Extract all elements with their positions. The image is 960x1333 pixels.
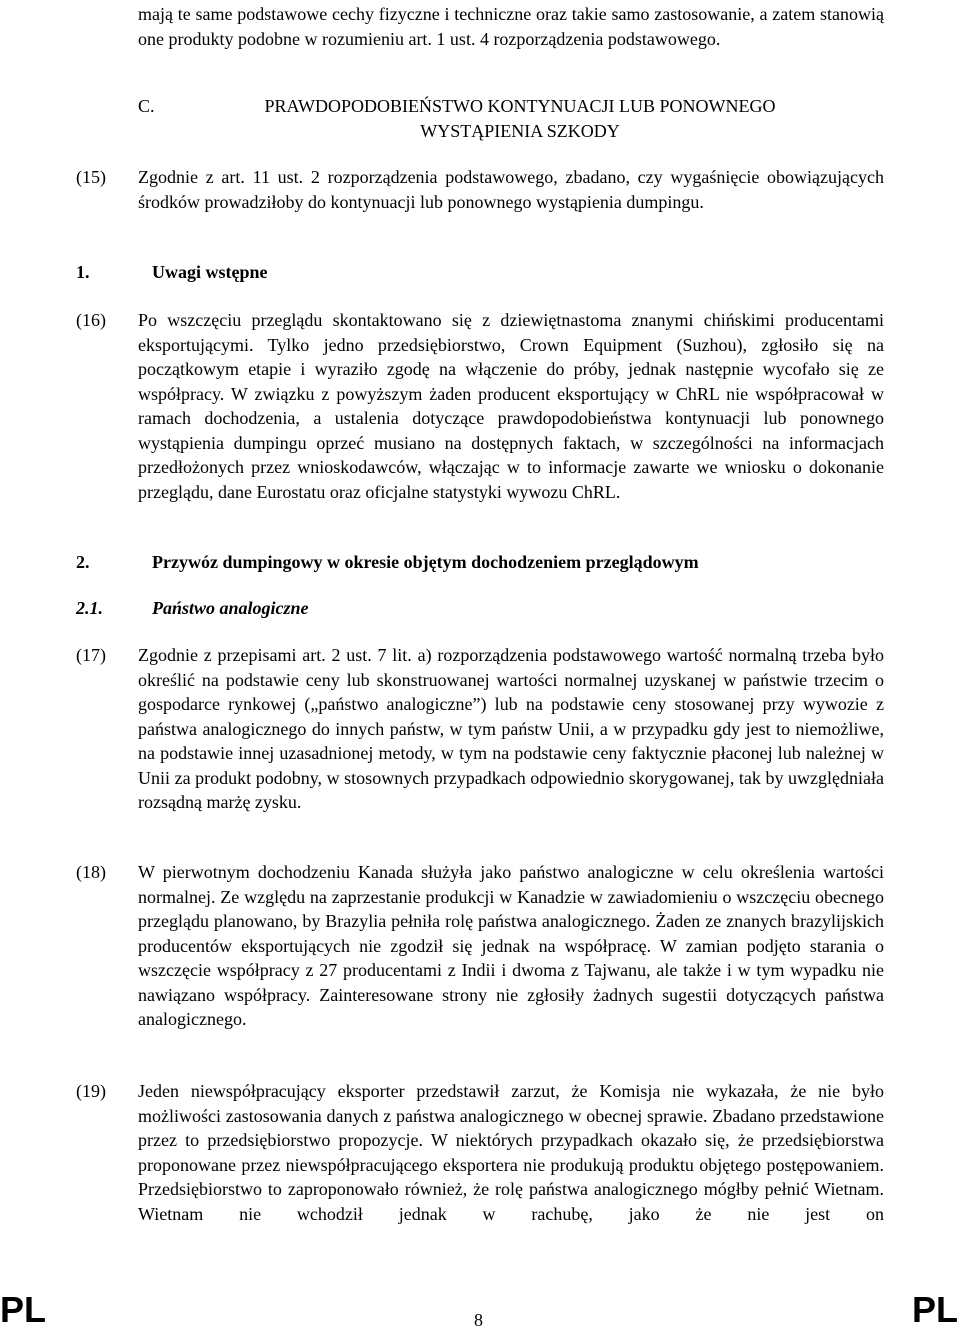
paragraph-18-text: W pierwotnym dochodzeniu Kanada służyła jako państwo analogiczne w celu określenia wartości normalnej. Ze względu na zaprzestanie produkcji w Kanadzie w zawiadomieniu o wszczęciu obecnego przeglądu planowano, by Brazylia pełniła rolę państwa analogicznego. Żaden ze znanych brazylijskich producentów eksportujących nie zgodził się jednak na współpracę. W zamian podjęto starania o wszczęcie współpracy z 27 producentami z Indii i dwoma z Tajwanu, ale także i w tym wypadku nie nawiązano współpracy. Zainteresowane strony nie zgłosiły żadnych sugestii dotyczących państwa analogicznego. — [138, 862, 884, 1029]
intro-continuation-text: mają te same podstawowe cechy fizyczne i techniczne oraz takie samo zastosowanie, a zatem stanowią one produkty podobne w rozumieniu art. 1 ust. 4 rozporządzenia podstawowego. — [138, 4, 884, 49]
paragraph-16-text: Po wszczęciu przeglądu skontaktowano się z dziewiętnastoma znanymi chińskimi producentami eksportującymi. Tylko jedno przedsiębiorstwo, Crown Equipment (Suzhou), zgłosiło się na początkowym etapie i wyraziło zgodę na włączenie do próby, jednak następnie wycofało się ze współpracy. W związku z powyższym żaden producent eksportujący w ChRL nie współpracował w ramach dochodzenia, a ustalenia dotyczące prawdopodobieństwa kontynuacji lub ponownego wystąpienia dumpingu oprzeć musiano na dostępnych faktach, w szczególności na informacjach przedłożonych przez wnioskodawców, włączając w to informacje zawarte we wniosku o dokonanie przeglądu, dane Eurostatu oraz oficjalne statystyki wywozu ChRL. — [138, 310, 884, 502]
paragraph-17-number: (17) — [76, 645, 106, 665]
section-c-label: C. — [138, 96, 155, 116]
section-1-number: 1. — [76, 262, 90, 282]
page-number: 8 — [474, 1310, 483, 1330]
paragraph-17-text: Zgodnie z przepisami art. 2 ust. 7 lit. a) rozporządzenia podstawowego wartość normalną trzeba było określić na podstawie ceny lub skonstruowanej wartości normalnej uzyskanej w państwie trzecim o gospodarce rynkowej („państwo analogiczne”) lub na podstawie ceny stosowanej przy wywozie z państwa analogicznego do innych państw, w tym państw Unii, a w przypadku gdy jest to niemożliwe, na podstawie innej uzasadnionej metody, w tym na podstawie ceny faktycznie płaconej lub należnej w Unii za produkt podobny, w stosownych przypadkach odpowiednio skorygowanej, tak by uwzględniała rozsądną marżę zysku. — [138, 645, 884, 812]
footer-language-right: PL — [911, 1289, 958, 1330]
section-c-title-line2: WYSTĄPIENIA SZKODY — [420, 121, 620, 141]
paragraph-16-number: (16) — [76, 310, 106, 330]
section-2-1-title: Państwo analogiczne — [152, 598, 309, 618]
section-2-title: Przywóz dumpingowy w okresie objętym dochodzeniem przeglądowym — [152, 552, 699, 572]
paragraph-19-text: Jeden niewspółpracujący eksporter przedstawił zarzut, że Komisja nie wykazała, że nie było możliwości zastosowania danych z państwa analogicznego w obecnej sprawie. Zbadano przedstawione przez to przedsiębiorstwo propozycje. W niektórych przypadkach okazało się, że przedsiębiorstwa proponowane przez niewspółpracującego eksportera nie produkują produktu objętego postępowaniem. Przedsiębiorstwo to zaproponowało również, że rolę państwa analogicznego mógłby pełnić Wietnam. Wietnam nie wchodził jednak w rachubę, jako że nie jest on — [138, 1081, 884, 1224]
section-2-1-number: 2.1. — [76, 598, 103, 618]
footer-language-left: PL — [0, 1289, 47, 1330]
section-2-number: 2. — [76, 552, 90, 572]
paragraph-15-number: (15) — [76, 167, 106, 187]
section-1-title: Uwagi wstępne — [152, 262, 268, 282]
paragraph-19-number: (19) — [76, 1081, 106, 1101]
paragraph-15-text: Zgodnie z art. 11 ust. 2 rozporządzenia podstawowego, zbadano, czy wygaśnięcie obowiązujących środków prowadziłoby do kontynuacji lub ponownego wystąpienia dumpingu. — [138, 167, 884, 212]
section-c-title-line1: PRAWDOPODOBIEŃSTWO KONTYNUACJI LUB PONOWNEGO — [264, 96, 776, 116]
paragraph-18-number: (18) — [76, 862, 106, 882]
